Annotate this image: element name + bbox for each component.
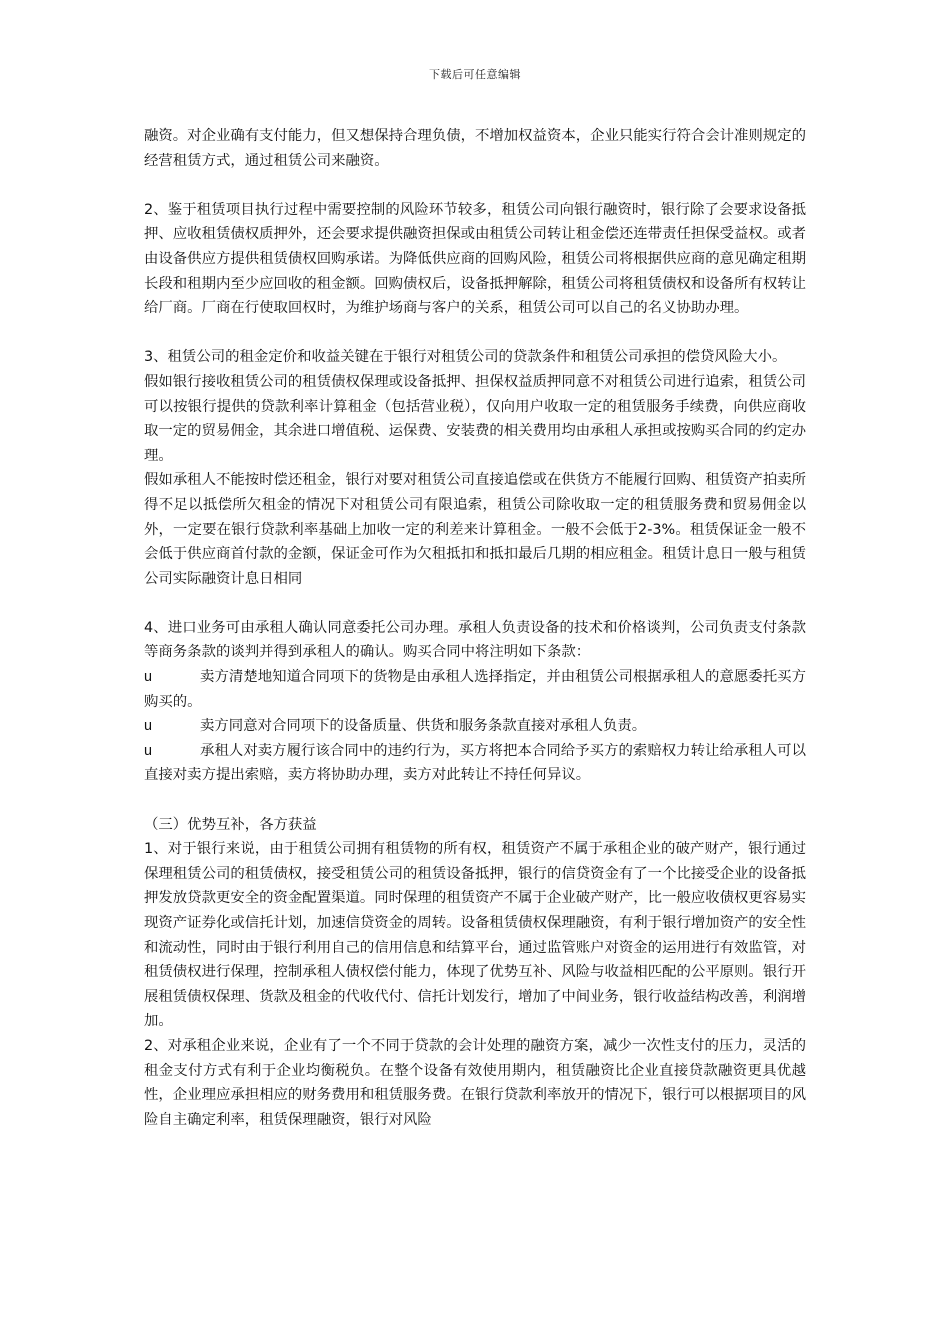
paragraph: 4、进口业务可由承租人确认同意委托公司办理。承租人负责设备的技术和价格谈判，公司负责支付条款等商务条款的谈判并得到承租人的确认。购买合同中将注明如下条款： — [144, 619, 806, 661]
paragraph: 假如银行接收租赁公司的租赁债权保理或设备抵押、担保权益质押同意不对租赁公司进行追索，租赁公司可以按银行提供的贷款利率计算租金（包括营业税），仅向用户收取一定的租赁服务手续费，向供应商收取一定的贸易佣金，其余进口增值税、运保费、安装费的相关费用均由承租人承担或按购买合同的约定办理。 — [144, 373, 806, 464]
paragraph: 假如承租人不能按时偿还租金，银行对要对租赁公司直接追偿或在供货方不能履行回购、租赁资产拍卖所得不足以抵偿所欠租金的情况下对租赁公司有限追索，租赁公司除收取一定的租赁服务费和贸易佣金以外，一定要在银行贷款利率基础上加收一定的利差来计算租金。一般不会低于2-3%。租赁保证金一般不会低于供应商首付款的金额，保证金可作为欠租抵扣和抵扣最后几期的相应租金。租赁计息日一般与租赁公司实际融资计息日相同 — [144, 472, 806, 587]
section-heading: （三）优势互补，各方获益 — [144, 816, 317, 833]
bullet-mark: u — [144, 669, 153, 686]
bullet-item — [144, 714, 806, 739]
paragraph: 2、鉴于租赁项目执行过程中需要控制的风险环节较多，租赁公司向银行融资时，银行除了会要求设备抵押、应收租赁债权质押外，还会要求提供融资担保或由租赁公司转让租金偿还连带责任担保受益权。或者由设备供应方提供租赁债权回购承诺。为降低供应商的回购风险，租赁公司将根据供应商的意见确定租期长段和租期内至少应回收的租金额。回购债权后，设备抵押解除，租赁公司将租赁债权和设备所有权转让给厂商。厂商在行使取回权时，为维护场商与客户的关系，租赁公司可以自己的名义协助办理。 — [144, 201, 806, 317]
paragraph: 3、租赁公司的租金定价和收益关键在于银行对租赁公司的贷款条件和租赁公司承担的偿贷风险大小。 — [144, 349, 787, 366]
bullet-item — [144, 665, 806, 714]
page-header: 下载后可任意编辑 — [429, 68, 521, 81]
bullet-item — [144, 739, 806, 788]
paragraph-gap — [144, 788, 806, 813]
paragraph-gap — [144, 321, 806, 346]
bullet-text: 承租人对卖方履行该合同中的违约行为，买方将把本合同给予买方的索赔权力转让给承租人可以直接对卖方提出索赔，卖方将协助办理，卖方对此转让不持任何异议。 — [144, 742, 806, 784]
bullet-mark: u — [144, 742, 153, 759]
bullet-text: 卖方清楚地知道合同项下的货物是由承租人选择指定，并由租赁公司根据承租人的意愿委托买方购买的。 — [144, 669, 806, 710]
bullet-text: 卖方同意对合同项下的设备质量、供货和服务条款直接对承租人负责。 — [200, 718, 647, 735]
paragraph-gap — [144, 591, 806, 616]
bullet-mark: u — [144, 718, 153, 735]
document-body — [144, 124, 806, 1132]
paragraph: 2、对承租企业来说，企业有了一个不同于贷款的会计处理的融资方案，减少一次性支付的压力，灵活的租金支付方式有利于企业均衡税负。在整个设备有效使用期内，租赁融资比企业直接贷款融资更具优越性，企业理应承担相应的财务费用和租赁服务费。在银行贷款利率放开的情况下，银行可以根据项目的风险自主确定利率，租赁保理融资，银行对风险 — [144, 1037, 806, 1128]
paragraph: 1、对于银行来说，由于租赁公司拥有租赁物的所有权，租赁资产不属于承租企业的破产财产，银行通过保理租赁公司的租赁债权，接受租赁公司的租赁设备抵押，银行的信贷资金有了一个比接受企业的设备抵押发放贷款更安全的资金配置渠道。同时保理的租赁资产不属于企业破产财产，比一般应收债权更容易实现资产证券化或信托计划，加速信贷资金的周转。设备租赁债权保理融资，有利于银行增加资产的安全性和流动性，同时由于银行利用自己的信用信息和结算平台，通过监管账户对资金的运用进行有效监管，对租赁债权进行保理，控制承租人债权偿付能力，体现了优势互补、风险与收益相匹配的公平原则。银行开展租赁债权保理、货款及租金的代收代付、信托计划发行，增加了中间业务，银行收益结构改善，利润增加。 — [144, 841, 806, 1030]
paragraph-gap — [144, 173, 806, 198]
paragraph: 融资。对企业确有支付能力，但又想保持合理负债，不增加权益资本，企业只能实行符合会计准则规定的经营租赁方式，通过租赁公司来融资。 — [144, 128, 806, 169]
